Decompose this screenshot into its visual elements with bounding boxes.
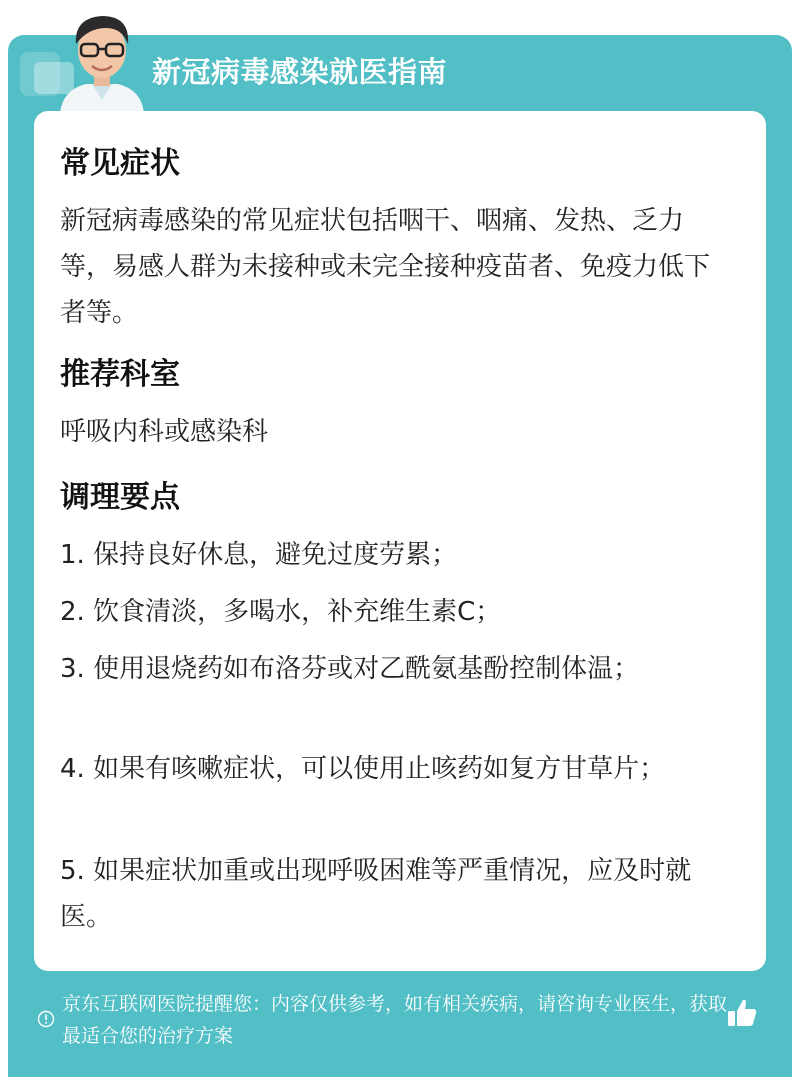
care-item: 4. 如果有咳嗽症状，可以使用止咳药如复方甘草片；	[60, 754, 666, 784]
care-item: 3. 使用退烧药如布洛芬或对乙酰氨基酚控制体温；	[60, 654, 640, 684]
symptoms-title: 常见症状	[60, 146, 180, 181]
department-title: 推荐科室	[60, 357, 180, 392]
info-circle-icon	[37, 1010, 55, 1028]
content-card	[34, 111, 766, 971]
footer-notice: 京东互联网医院提醒您：内容仅供参考，如有相关疾病，请咨询专业医生，获取最适合您的治疗方案	[62, 993, 728, 1047]
care-item: 1. 保持良好休息，避免过度劳累；	[60, 540, 458, 570]
care-item: 2. 饮食清淡，多喝水，补充维生素C；	[60, 597, 502, 627]
symptoms-body: 新冠病毒感染的常见症状包括咽干、咽痛、发热、乏力等，易感人群为未接种或未完全接种疫苗者、免疫力低下者等。	[60, 206, 711, 328]
care-title: 调理要点	[60, 480, 180, 515]
department-body: 呼吸内科或感染科	[60, 417, 269, 447]
thumbs-up-icon[interactable]	[724, 995, 760, 1031]
page-title: 新冠病毒感染就医指南	[152, 55, 448, 89]
doctor-avatar-icon	[46, 4, 158, 114]
care-item: 5. 如果症状加重或出现呼吸困难等严重情况，应及时就医。	[60, 856, 692, 932]
